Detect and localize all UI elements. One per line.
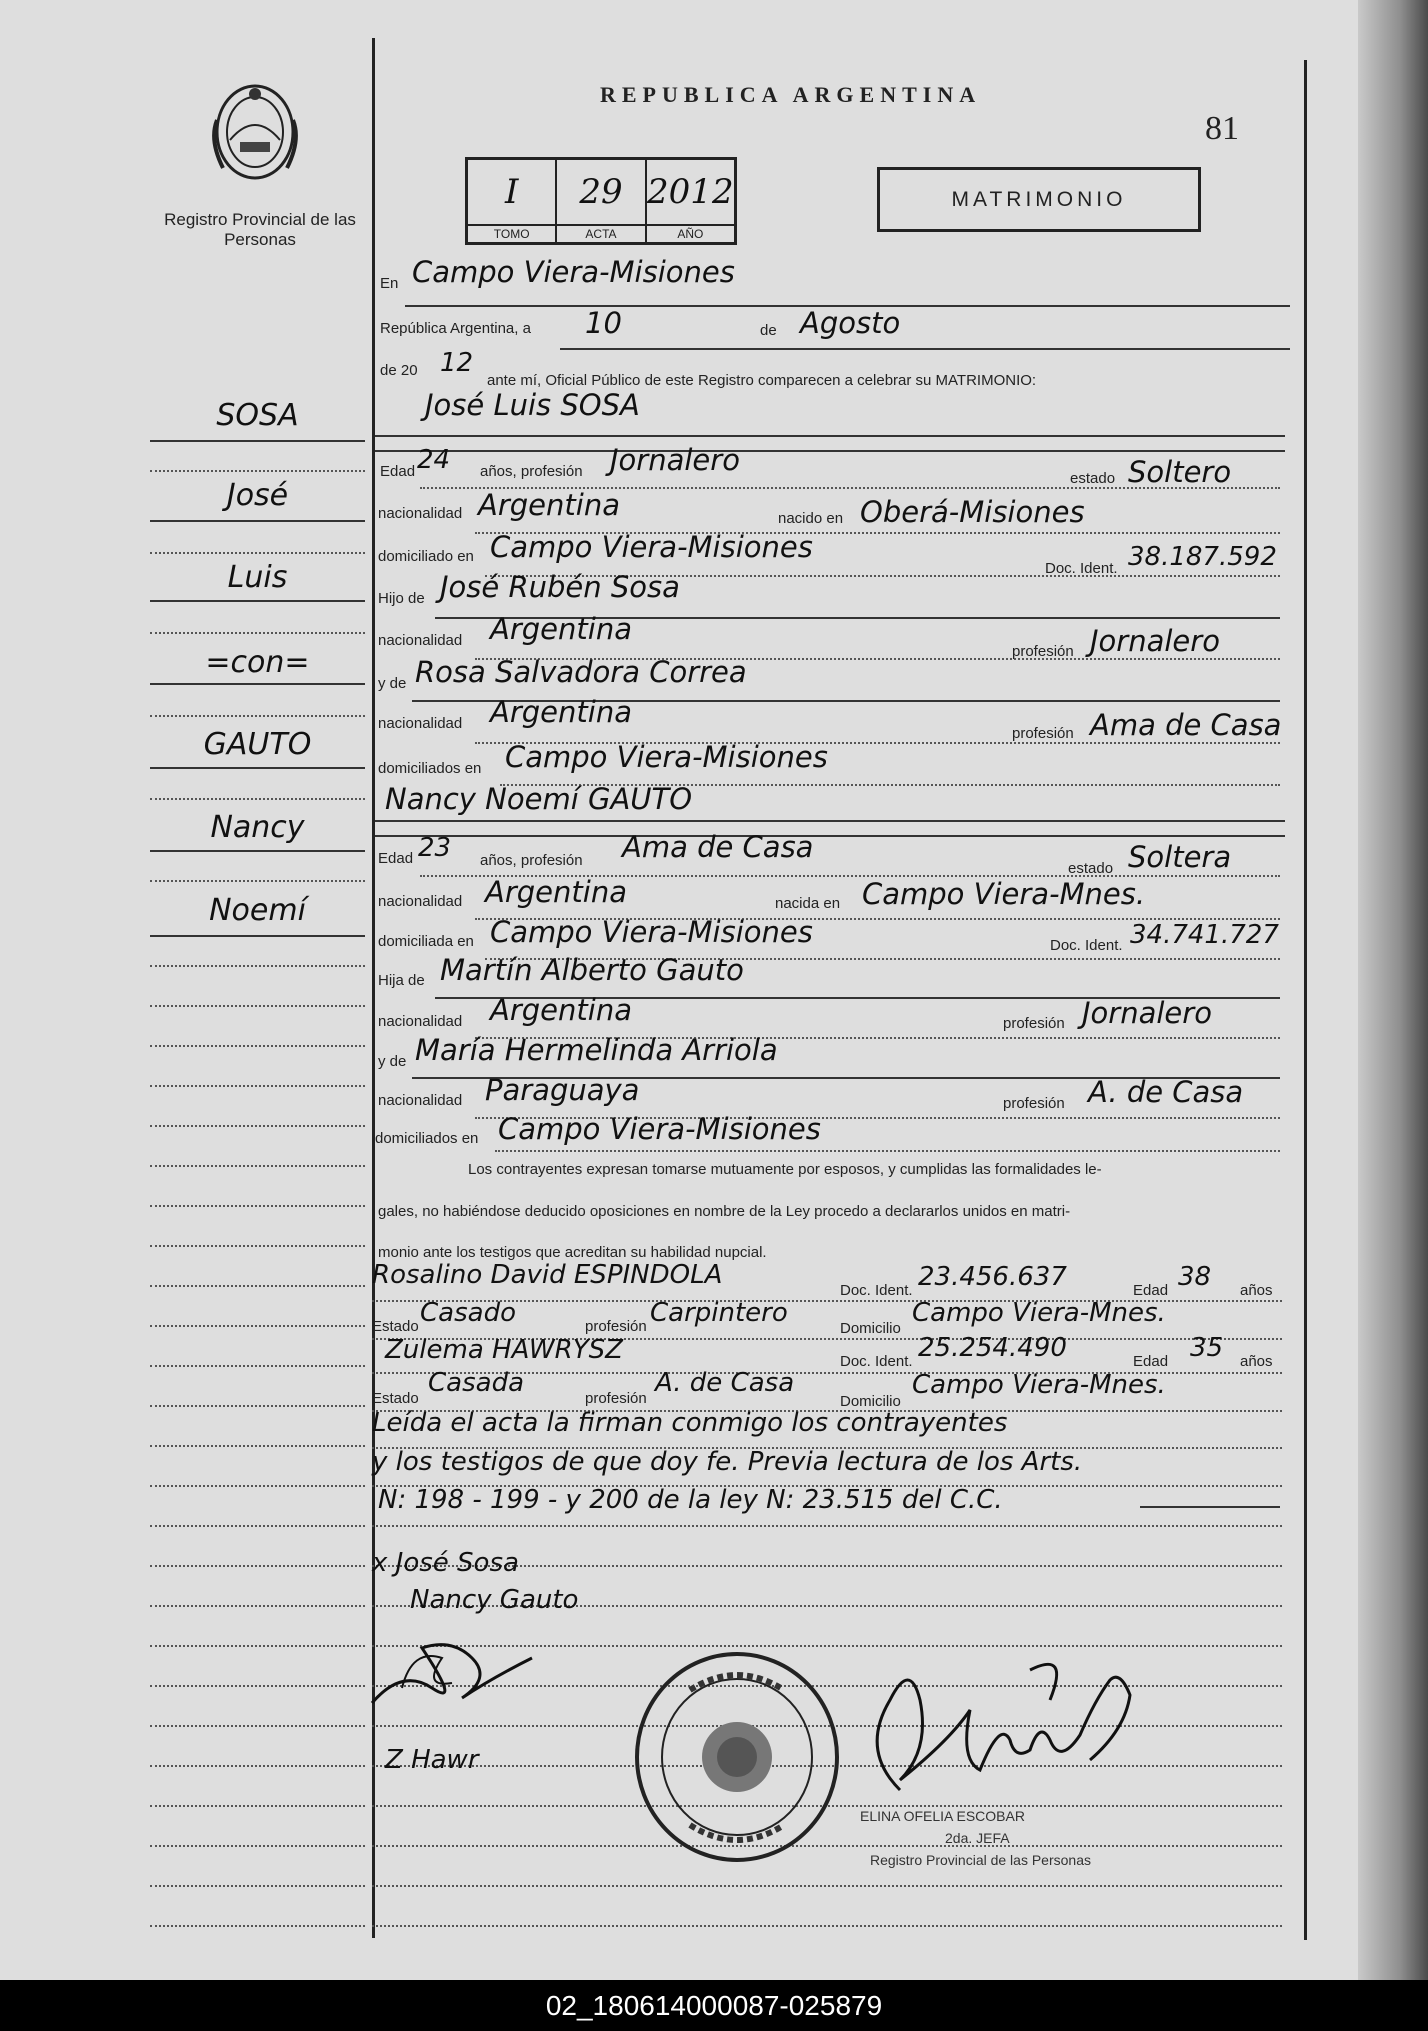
margin-line xyxy=(150,1005,365,1007)
groom-mother-prof-label: profesión xyxy=(1012,725,1074,742)
en-label: En xyxy=(380,275,399,292)
closing-rule-3b xyxy=(372,1525,1282,1527)
bride-profession: Ama de Casa xyxy=(622,830,814,864)
page-edge xyxy=(1358,0,1428,1980)
margin-line xyxy=(150,880,365,882)
bride-nationality: Argentina xyxy=(485,875,627,909)
witness-2-dom-label: Domicilio xyxy=(840,1393,901,1410)
closing-line-3: N: 198 - 199 - y 200 de la ley N: 23.515 del C.C. xyxy=(378,1485,1003,1515)
margin-line xyxy=(150,1125,365,1127)
witness-1-doc: 23.456.637 xyxy=(918,1262,1067,1292)
bride-father: Martín Alberto Gauto xyxy=(440,953,744,987)
groom-mother-prof: Ama de Casa xyxy=(1090,708,1282,742)
groom-name-line xyxy=(375,435,1285,437)
groom-domicile: Campo Viera-Misiones xyxy=(490,530,813,564)
witness-1-prof-label: profesión xyxy=(585,1318,647,1335)
groom-dom-label: domiciliado en xyxy=(378,548,474,565)
bride-dom-label: domiciliada en xyxy=(378,933,474,950)
margin-word-middle-name-bride: Noemí xyxy=(209,893,306,928)
bride-mother-prof-label: profesión xyxy=(1003,1095,1065,1112)
witness-2-name: Zulema HAWRYSZ xyxy=(385,1335,623,1365)
signature-witness-2: Z Hawr xyxy=(385,1745,479,1775)
groom-birthplace: Oberá-Misiones xyxy=(860,495,1085,529)
bride-mother-nat: Paraguaya xyxy=(485,1073,640,1107)
witness-2-estado: Casada xyxy=(428,1368,525,1398)
groom-mother-nat-label: nacionalidad xyxy=(378,715,463,732)
margin-word-first-name-groom: José xyxy=(226,478,289,513)
bride-domicile: Campo Viera-Misiones xyxy=(490,915,813,949)
groom-parents-dom-label: domiciliados en xyxy=(378,760,482,777)
bride-birthplace: Campo Viera-Mnes. xyxy=(862,877,1146,911)
republica-title: REPUBLICA ARGENTINA xyxy=(600,82,982,107)
groom-nac-label: nacionalidad xyxy=(378,505,463,522)
official-role: 2da. JEFA xyxy=(945,1830,1010,1846)
margin-line xyxy=(150,1885,365,1887)
margin-word-surname-groom: SOSA xyxy=(216,398,299,433)
margin-line xyxy=(150,520,365,522)
bride-father-nat: Argentina xyxy=(490,993,632,1027)
bride-father-prof-label: profesión xyxy=(1003,1015,1065,1032)
file-caption: 02_180614000087-025879 xyxy=(0,1980,1428,2031)
groom-father-prof: Jornalero xyxy=(1090,624,1220,658)
bride-name-line-2 xyxy=(375,835,1285,837)
margin-line xyxy=(150,470,365,472)
margin-line xyxy=(150,1685,365,1687)
bride-yde-label: y de xyxy=(378,1053,407,1070)
document-type-box: MATRIMONIO xyxy=(877,167,1201,232)
closing-line-2: y los testigos de que doy fe. Previa lectura de los Arts. xyxy=(372,1447,1083,1477)
groom-mother-nat: Argentina xyxy=(490,695,632,729)
margin-line xyxy=(150,600,365,602)
bride-estado-label: estado xyxy=(1068,860,1114,877)
declaration-line-1: Los contrayentes expresan tomarse mutuamente por esposos, y cumplidas las formalidades le- xyxy=(468,1161,1102,1178)
bride-mother-prof: A. de Casa xyxy=(1088,1075,1244,1109)
official-name: ELINA OFELIA ESCOBAR xyxy=(860,1808,1025,1824)
margin-line xyxy=(150,552,365,554)
right-border xyxy=(1304,60,1307,1940)
signature-groom: x José Sosa xyxy=(372,1548,519,1578)
margin-line xyxy=(150,1525,365,1527)
body-line xyxy=(372,1885,1282,1887)
margin-line xyxy=(150,1165,365,1167)
declaration-line-3: monio ante los testigos que acreditan su habilidad nupcial. xyxy=(378,1244,767,1261)
bride-anos-prof-label: años, profesión xyxy=(480,852,583,869)
bride-father-prof: Jornalero xyxy=(1082,996,1212,1030)
witness-2-domicile: Campo Viera-Mnes. xyxy=(912,1370,1166,1400)
margin-line xyxy=(150,1645,365,1647)
intro-text: ante mí, Oficial Público de este Registro comparecen a celebrar su MATRIMONIO: xyxy=(487,372,1037,389)
witness-2-profession: A. de Casa xyxy=(655,1368,795,1398)
bride-nac-label: nacionalidad xyxy=(378,893,463,910)
margin-line xyxy=(150,965,365,967)
margin-word-con: =con= xyxy=(205,645,310,680)
margin-line xyxy=(150,1205,365,1207)
groom-father: José Rubén Sosa xyxy=(440,570,680,604)
witness-2-doc-label: Doc. Ident. xyxy=(840,1353,913,1370)
groom-name-line-2 xyxy=(375,450,1285,452)
groom-hijo-label: Hijo de xyxy=(378,590,425,607)
bride-mother: María Hermelinda Arriola xyxy=(415,1033,778,1067)
margin-line xyxy=(150,1445,365,1447)
bride-age: 23 xyxy=(418,833,452,863)
witness-1-age: 38 xyxy=(1178,1262,1212,1292)
tomo-label: TOMO xyxy=(468,224,555,242)
margin-word-first-name-bride: Nancy xyxy=(210,810,305,845)
witness-1-doc-label: Doc. Ident. xyxy=(840,1282,913,1299)
witness-2-age: 35 xyxy=(1190,1333,1224,1363)
rep-label: República Argentina, a xyxy=(380,320,531,337)
official-org: Registro Provincial de las Personas xyxy=(870,1852,1091,1868)
groom-yde-label: y de xyxy=(378,675,407,692)
bride-estado: Soltera xyxy=(1128,840,1232,874)
groom-father-nat: Argentina xyxy=(490,612,632,646)
margin-line xyxy=(150,1485,365,1487)
date-line xyxy=(560,348,1290,350)
witness-1-anos-label: años xyxy=(1240,1282,1273,1299)
margin-line xyxy=(150,798,365,800)
witness-1-estado: Casado xyxy=(420,1298,516,1328)
declaration-line-2: gales, no habiéndose deducido oposiciones en nombre de la Ley procedo a declararlos unidos en matri- xyxy=(378,1203,1071,1220)
ano-cell xyxy=(647,160,734,242)
provincial-coat-of-arms-icon xyxy=(205,80,305,190)
official-seal-icon xyxy=(630,1650,845,1865)
groom-profession: Jornalero xyxy=(610,443,740,477)
margin-line xyxy=(150,1245,365,1247)
groom-anos-prof-label: años, profesión xyxy=(480,463,583,480)
margin-line xyxy=(150,715,365,717)
page-number: 81 xyxy=(1205,110,1239,147)
bride-doc: 34.741.727 xyxy=(1130,920,1279,950)
margin-line xyxy=(150,1565,365,1567)
margin-line xyxy=(150,1605,365,1607)
witness-1-edad-label: Edad xyxy=(1133,1282,1169,1299)
acta-value: 29 xyxy=(579,172,623,212)
margin-line xyxy=(150,1365,365,1367)
bride-mother-nat-label: nacionalidad xyxy=(378,1092,463,1109)
closing-rule-3 xyxy=(1140,1506,1280,1508)
margin-line xyxy=(150,767,365,769)
place-value: Campo Viera-Misiones xyxy=(412,255,735,289)
margin-line xyxy=(150,1925,365,1927)
margin-line xyxy=(150,1845,365,1847)
bride-name-line xyxy=(375,820,1285,822)
groom-mother: Rosa Salvadora Correa xyxy=(415,655,747,689)
bride-parents-dom-line xyxy=(495,1150,1280,1152)
groom-father-nat-label: nacionalidad xyxy=(378,632,463,649)
body-line xyxy=(372,1925,1282,1927)
margin-line xyxy=(150,935,365,937)
witness-2-doc: 25.254.490 xyxy=(918,1333,1067,1363)
groom-estado-label: estado xyxy=(1070,470,1116,487)
groom-age: 24 xyxy=(417,445,451,475)
margin-word-middle-name-groom: Luis xyxy=(227,560,288,595)
groom-father-prof-label: profesión xyxy=(1012,643,1074,660)
groom-doc: 38.187.592 xyxy=(1128,542,1277,572)
witness-2-edad-label: Edad xyxy=(1133,1353,1169,1370)
bride-doc-label: Doc. Ident. xyxy=(1050,937,1123,954)
groom-doc-label: Doc. Ident. xyxy=(1045,560,1118,577)
closing-line-1: Leída el acta la firman conmigo los contrayentes xyxy=(372,1408,1008,1438)
margin-line xyxy=(150,1725,365,1727)
registro-label: Registro Provincial de las Personas xyxy=(164,210,356,249)
margin-word-surname-bride: GAUTO xyxy=(203,727,312,762)
margin-line xyxy=(150,1405,365,1407)
bride-parents-dom: Campo Viera-Misiones xyxy=(498,1112,821,1146)
tomo-value: I xyxy=(504,172,519,212)
margin-line xyxy=(150,1285,365,1287)
margin-line xyxy=(150,1805,365,1807)
groom-edad-label: Edad xyxy=(380,463,416,480)
tomo-cell xyxy=(468,160,557,242)
bride-edad-label: Edad xyxy=(378,850,414,867)
witness-1-profession: Carpintero xyxy=(650,1298,788,1328)
margin-line xyxy=(150,683,365,685)
margin-line xyxy=(150,850,365,852)
witness-1-dom-label: Domicilio xyxy=(840,1320,901,1337)
margin-line xyxy=(150,1765,365,1767)
bride-name: Nancy Noemí GAUTO xyxy=(385,782,693,816)
bride-hija-label: Hija de xyxy=(378,972,425,989)
signature-bride: Nancy Gauto xyxy=(410,1585,579,1615)
groom-nationality: Argentina xyxy=(478,488,620,522)
month-value: Agosto xyxy=(800,306,901,340)
ano-value: 2012 xyxy=(647,172,734,212)
groom-nacido-label: nacido en xyxy=(778,510,844,527)
witness-2-anos-label: años xyxy=(1240,1353,1273,1370)
acta-label: ACTA xyxy=(557,224,644,242)
margin-line xyxy=(150,1085,365,1087)
groom-parents-dom: Campo Viera-Misiones xyxy=(505,740,828,774)
margin-line xyxy=(150,440,365,442)
witness-2-prof-label: profesión xyxy=(585,1390,647,1407)
signature-official-icon xyxy=(840,1640,1160,1820)
bride-father-nat-label: nacionalidad xyxy=(378,1013,463,1030)
groom-estado: Soltero xyxy=(1128,455,1232,489)
ano-label: AÑO xyxy=(647,224,734,242)
groom-name: José Luis SOSA xyxy=(425,388,640,422)
margin-line xyxy=(150,1045,365,1047)
tomo-acta-ano-box xyxy=(465,157,737,245)
year-prefix: de 20 xyxy=(380,362,418,379)
day-value: 10 xyxy=(585,306,622,340)
acta-cell xyxy=(557,160,646,242)
margin-line xyxy=(150,632,365,634)
witness-1-name: Rosalino David ESPINDOLA xyxy=(372,1260,723,1290)
bride-nacida-label: nacida en xyxy=(775,895,841,912)
bride-parents-dom-label: domiciliados en xyxy=(375,1130,479,1147)
witness-1-domicile: Campo Viera-Mnes. xyxy=(912,1298,1166,1328)
de-label: de xyxy=(760,322,777,339)
year-suffix: 12 xyxy=(440,348,474,378)
witness-2-estado-label: Estado xyxy=(372,1390,419,1407)
witness-1-estado-label: Estado xyxy=(372,1318,419,1335)
signature-witness-1-icon xyxy=(362,1628,552,1718)
margin-line xyxy=(150,1325,365,1327)
